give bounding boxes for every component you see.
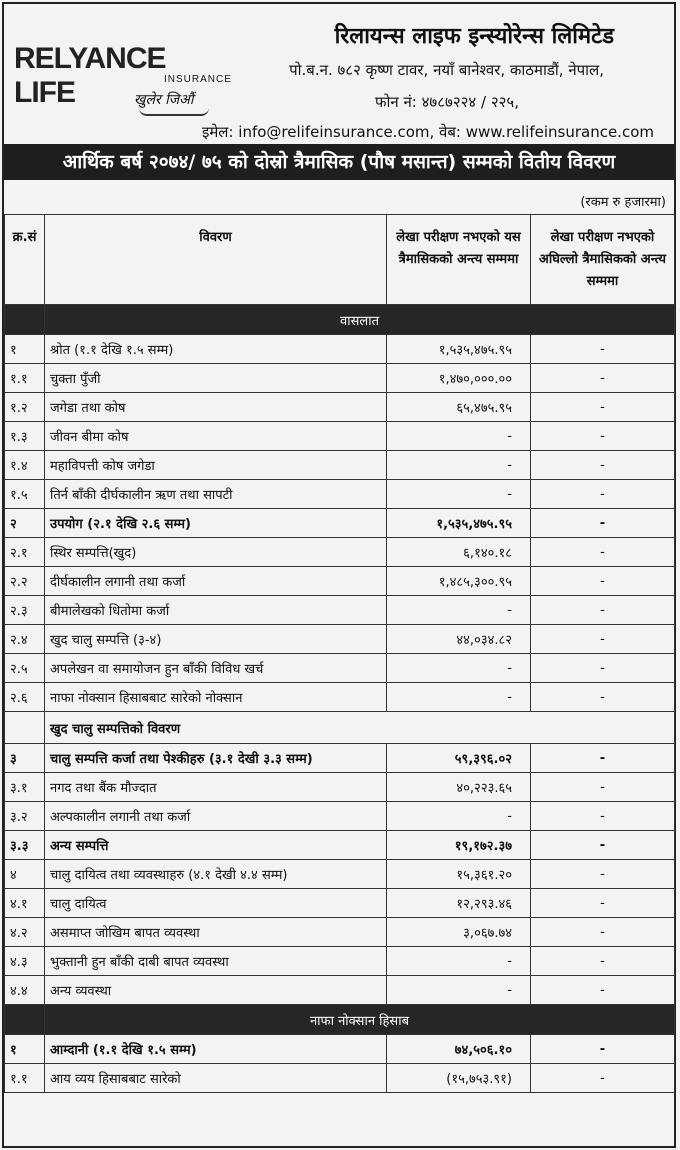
company-contact: इमेल: info@relifeinsurance.com, वेब: www.relifeinsurance.com (201, 123, 654, 141)
row-sn: १ (5, 1035, 45, 1064)
table-row (5, 654, 675, 683)
row-previous-value: - (531, 802, 675, 831)
row-description: स्थिर सम्पत्ति(खुद) (45, 538, 387, 567)
table-row (5, 831, 675, 860)
table-row (5, 773, 675, 802)
table-row (5, 744, 675, 773)
row-previous-value: - (531, 364, 675, 393)
company-address: पो.ब.न. ७८२ कृष्ण टावर, नयाँ बानेश्वर, काठमाडौं, नेपाल, (289, 61, 604, 79)
row-sn: २ (5, 509, 45, 538)
row-current-value: ४०,२२३.६५ (387, 773, 531, 802)
row-current-value: ५९,३९६.०२ (387, 744, 531, 773)
row-previous-value: - (531, 335, 675, 364)
row-previous-value: - (531, 654, 675, 683)
row-description: खुद चालु सम्पत्ति (३-४) (45, 625, 387, 654)
section-sn-cell (5, 1005, 45, 1035)
row-previous-value: - (531, 567, 675, 596)
company-phone: फोन नं: ४७८७२२४ / २२५, (374, 93, 519, 111)
row-description: आय व्यय हिसाबबाट सारेको (45, 1064, 387, 1093)
row-sn: २.३ (5, 596, 45, 625)
row-previous-value: - (531, 918, 675, 947)
row-current-value: - (387, 802, 531, 831)
row-sn: १.१ (5, 1064, 45, 1093)
row-previous-value: - (531, 860, 675, 889)
table-row (5, 1064, 675, 1093)
row-previous-value: - (531, 1064, 675, 1093)
row-current-value: - (387, 683, 531, 712)
row-current-value: ६,१४०.१८ (387, 538, 531, 567)
row-sn: ३.१ (5, 773, 45, 802)
row-description: चालु दायित्व (45, 889, 387, 918)
row-description: जीवन बीमा कोष (45, 422, 387, 451)
table-row (5, 567, 675, 596)
row-description: श्रोत (१.१ देखि १.५ सम्म) (45, 335, 387, 364)
table-row (5, 393, 675, 422)
row-description: भुक्तानी हुन बाँकी दाबी बापत व्यवस्था (45, 947, 387, 976)
row-current-value: १९,१७२.३७ (387, 831, 531, 860)
row-description: उपयोग (२.१ देखि २.६ सम्म) (45, 509, 387, 538)
subheading-row (5, 712, 675, 744)
row-current-value: १,५३५,४७५.९५ (387, 509, 531, 538)
row-sn: ३.३ (5, 831, 45, 860)
row-current-value: ६५,४७५.९५ (387, 393, 531, 422)
table-row (5, 889, 675, 918)
row-current-value: - (387, 451, 531, 480)
row-current-value: - (387, 480, 531, 509)
table-row (5, 918, 675, 947)
row-current-value: - (387, 976, 531, 1005)
row-current-value: - (387, 654, 531, 683)
logo-sub: INSURANCE (164, 74, 232, 85)
table-row (5, 480, 675, 509)
row-sn: २.१ (5, 538, 45, 567)
table-row (5, 538, 675, 567)
unit-note: (रकम रु हजारमा) (580, 195, 666, 210)
row-previous-value: - (531, 393, 675, 422)
row-previous-value: - (531, 538, 675, 567)
row-sn: २.४ (5, 625, 45, 654)
table-row (5, 860, 675, 889)
section-sn-cell (5, 712, 45, 744)
section-sn-cell (5, 305, 45, 335)
table-row (5, 451, 675, 480)
row-previous-value: - (531, 683, 675, 712)
company-logo (14, 42, 232, 122)
row-description: आम्दानी (१.१ देखि १.५ सम्म) (45, 1035, 387, 1064)
header-description: विवरण (45, 215, 387, 305)
statement-title: आर्थिक बर्ष २०७४/ ७५ को दोस्रो त्रैमासिक (पौष मसान्त) सम्मको वितीय विवरण (4, 144, 674, 180)
row-current-value: ३,०६७.७४ (387, 918, 531, 947)
row-sn: ४.४ (5, 976, 45, 1005)
row-description: अन्य व्यवस्था (45, 976, 387, 1005)
row-description: महाविपत्ती कोष जगेडा (45, 451, 387, 480)
row-current-value: १,५३५,४७५.९५ (387, 335, 531, 364)
letterhead (4, 4, 674, 140)
row-description: चुक्ता पुँजी (45, 364, 387, 393)
table-header-row (5, 215, 675, 305)
row-current-value: - (387, 422, 531, 451)
section-title: वासलात (45, 305, 675, 335)
row-previous-value: - (531, 976, 675, 1005)
row-previous-value: - (531, 480, 675, 509)
row-sn: १.२ (5, 393, 45, 422)
table-row (5, 802, 675, 831)
table-row (5, 422, 675, 451)
table-row (5, 335, 675, 364)
row-current-value: ४४,०३४.८२ (387, 625, 531, 654)
row-description: असमाप्त जोखिम बापत व्यवस्था (45, 918, 387, 947)
table-row (5, 683, 675, 712)
row-sn: २.२ (5, 567, 45, 596)
row-sn: १.३ (5, 422, 45, 451)
row-sn: ३ (5, 744, 45, 773)
row-current-value: १५,३६१.२० (387, 860, 531, 889)
row-sn: ३.२ (5, 802, 45, 831)
row-description: जगेडा तथा कोष (45, 393, 387, 422)
row-sn: ४ (5, 860, 45, 889)
table-row (5, 509, 675, 538)
row-description: दीर्घकालीन लगानी तथा कर्जा (45, 567, 387, 596)
row-current-value: १,४८५,३००.९५ (387, 567, 531, 596)
row-sn: १.४ (5, 451, 45, 480)
section-header-row (5, 1005, 675, 1035)
row-sn: ४.१ (5, 889, 45, 918)
row-previous-value: - (531, 625, 675, 654)
row-sn: १.१ (5, 364, 45, 393)
row-current-value: १२,२९३.४६ (387, 889, 531, 918)
row-current-value: - (387, 947, 531, 976)
section-title: नाफा नोक्सान हिसाब (45, 1005, 675, 1035)
row-previous-value: - (531, 596, 675, 625)
row-description: नाफा नोक्सान हिसाबबाट सारेको नोक्सान (45, 683, 387, 712)
row-previous-value: - (531, 744, 675, 773)
table-row (5, 1035, 675, 1064)
row-previous-value: - (531, 773, 675, 802)
table-row (5, 364, 675, 393)
row-description: चालु सम्पत्ति कर्जा तथा पेश्कीहरु (३.१ देखी ३.३ सम्म) (45, 744, 387, 773)
header-previous-quarter: लेखा परीक्षण नभएको अघिल्लो त्रैमासिकको अन्त्य सम्ममा (531, 215, 675, 305)
row-sn: ४.३ (5, 947, 45, 976)
row-previous-value: - (531, 509, 675, 538)
logo-tagline: खुलेर जिऔं (134, 92, 194, 108)
row-description: अल्पकालीन लगानी तथा कर्जा (45, 802, 387, 831)
row-sn: १.५ (5, 480, 45, 509)
logo-swoosh-icon (139, 108, 209, 116)
row-sn: ४.२ (5, 918, 45, 947)
financial-statement-table (4, 214, 675, 1093)
row-description: बीमालेखको धितोमा कर्जा (45, 596, 387, 625)
header-sn: क्र.सं (5, 215, 45, 305)
row-sn: १ (5, 335, 45, 364)
table-row (5, 947, 675, 976)
row-previous-value: - (531, 1035, 675, 1064)
row-current-value: १,४७०,०००.०० (387, 364, 531, 393)
header-current-quarter: लेखा परीक्षण नभएको यस त्रैमासिकको अन्त्य सम्ममा (387, 215, 531, 305)
table-row (5, 596, 675, 625)
row-description: नगद तथा बैंक मौज्दात (45, 773, 387, 802)
row-description: अन्य सम्पत्ति (45, 831, 387, 860)
logo-brand: RELYANCE LIFE (14, 42, 166, 109)
row-previous-value: - (531, 422, 675, 451)
section-header-row (5, 305, 675, 335)
row-description: तिर्न बाँकी दीर्घकालीन ऋण तथा सापटी (45, 480, 387, 509)
row-current-value: - (387, 596, 531, 625)
row-previous-value: - (531, 831, 675, 860)
row-sn: २.६ (5, 683, 45, 712)
row-previous-value: - (531, 889, 675, 918)
row-current-value: (१५,७५३.९१) (387, 1064, 531, 1093)
row-description: अपलेखन वा समायोजन हुन बाँकी विविध खर्च (45, 654, 387, 683)
row-previous-value: - (531, 451, 675, 480)
table-row (5, 625, 675, 654)
row-previous-value: - (531, 947, 675, 976)
section-title: खुद चालु सम्पत्तिको विवरण (45, 712, 675, 744)
row-current-value: ७४,५०६.१० (387, 1035, 531, 1064)
row-description: चालु दायित्व तथा व्यवस्थाहरु (४.१ देखी ४.४ सम्म) (45, 860, 387, 889)
row-sn: २.५ (5, 654, 45, 683)
table-row (5, 976, 675, 1005)
company-name: रिलायन्स लाइफ इन्स्योरेन्स लिमिटेड (334, 24, 614, 49)
